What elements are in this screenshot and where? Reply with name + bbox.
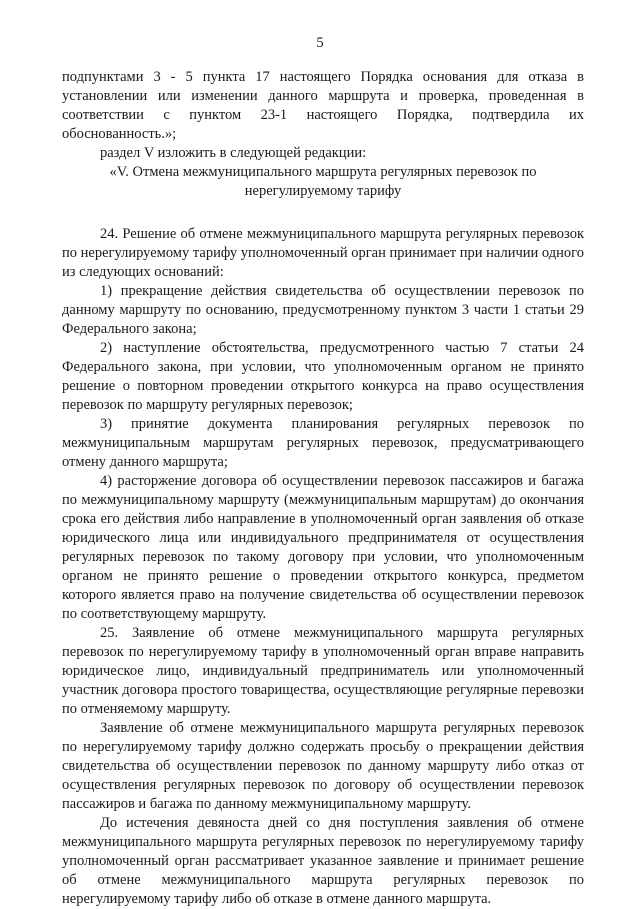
page-number: 5: [316, 35, 324, 51]
paragraph-item-25: 25. Заявление об отмене межмуниципального маршрута регулярных перевозок по нерегулируемому тарифу в уполномоченный орган вправе направить юридическое лицо, индивидуальный предприниматель или уполномоченный участник договора простого товарищества, осуществляющие регулярные перевозки по отменяемому маршруту.: [62, 625, 584, 717]
paragraph-application-content: Заявление об отмене межмуниципального маршрута регулярных перевозок по нерегулируемому тарифу должно содержать просьбу о прекращении действия свидетельства об осуществлении перевозок по данному маршруту либо отказ от осуществления регулярных перевозок по договору об осуществлении перевозок пассажиров и багажа по данному межмуниципальному маршруту.: [62, 720, 584, 812]
paragraph-review-deadline: До истечения девяноста дней со дня поступления заявления об отмене межмуниципального маршрута регулярных перевозок по нерегулируемому тарифу уполномоченный орган рассматривает указанное заявление и принимает решение об отмене межмуниципального маршрута регулярных перевозок по нерегулируемому тарифу либо об отказе в отмене данного маршрута.: [62, 815, 584, 907]
document-body: [62, 68, 584, 909]
paragraph-subitem-4: 4) расторжение договора об осуществлении перевозок пассажиров и багажа по межмуниципальному маршруту (межмуниципальным маршрутам) до окончания срока его действия либо направление в уполномоченный орган заявления об отказе юридического лица или индивидуального предпринимателя от осуществления регулярных перевозок по такому договору при условии, что уполномоченным органом не принято решение о проведении открытого конкурса, предметом которого является право на получение свидетельства об осуществлении перевозок по соответствующему маршруту.: [62, 473, 584, 622]
paragraph-subitem-1: 1) прекращение действия свидетельства об осуществлении перевозок по данному маршруту по основанию, предусмотренному пунктом 3 части 1 статьи 29 Федерального закона;: [62, 283, 584, 337]
paragraph-continuation: подпунктами 3 - 5 пункта 17 настоящего Порядка основания для отказа в установлении или изменении данного маршрута и проверка, проведенная в соответствии с пунктом 23-1 настоящего Порядка, подтвердила их обоснованность.»;: [62, 69, 584, 142]
spacer: [62, 201, 584, 225]
paragraph-subitem-2: 2) наступление обстоятельства, предусмотренного частью 7 статьи 24 Федерального закона, при условии, что уполномоченным органом не принято решение о повторном проведении открытого конкурса на право осуществления перевозок по маршруту регулярных перевозок;: [62, 340, 584, 413]
paragraph-section-amendment: раздел V изложить в следующей редакции:: [100, 145, 367, 161]
paragraph-subitem-3: 3) принятие документа планирования регулярных перевозок по межмуниципальным маршрутам регулярных перевозок, предусматривающего отмену данного маршрута;: [62, 416, 584, 470]
section-heading: «V. Отмена межмуниципального маршрута регулярных перевозок по нерегулируемому тарифу: [109, 164, 537, 199]
paragraph-item-24: 24. Решение об отмене межмуниципального маршрута регулярных перевозок по нерегулируемому тарифу уполномоченный орган принимает при наличии одного из следующих оснований:: [62, 226, 584, 280]
